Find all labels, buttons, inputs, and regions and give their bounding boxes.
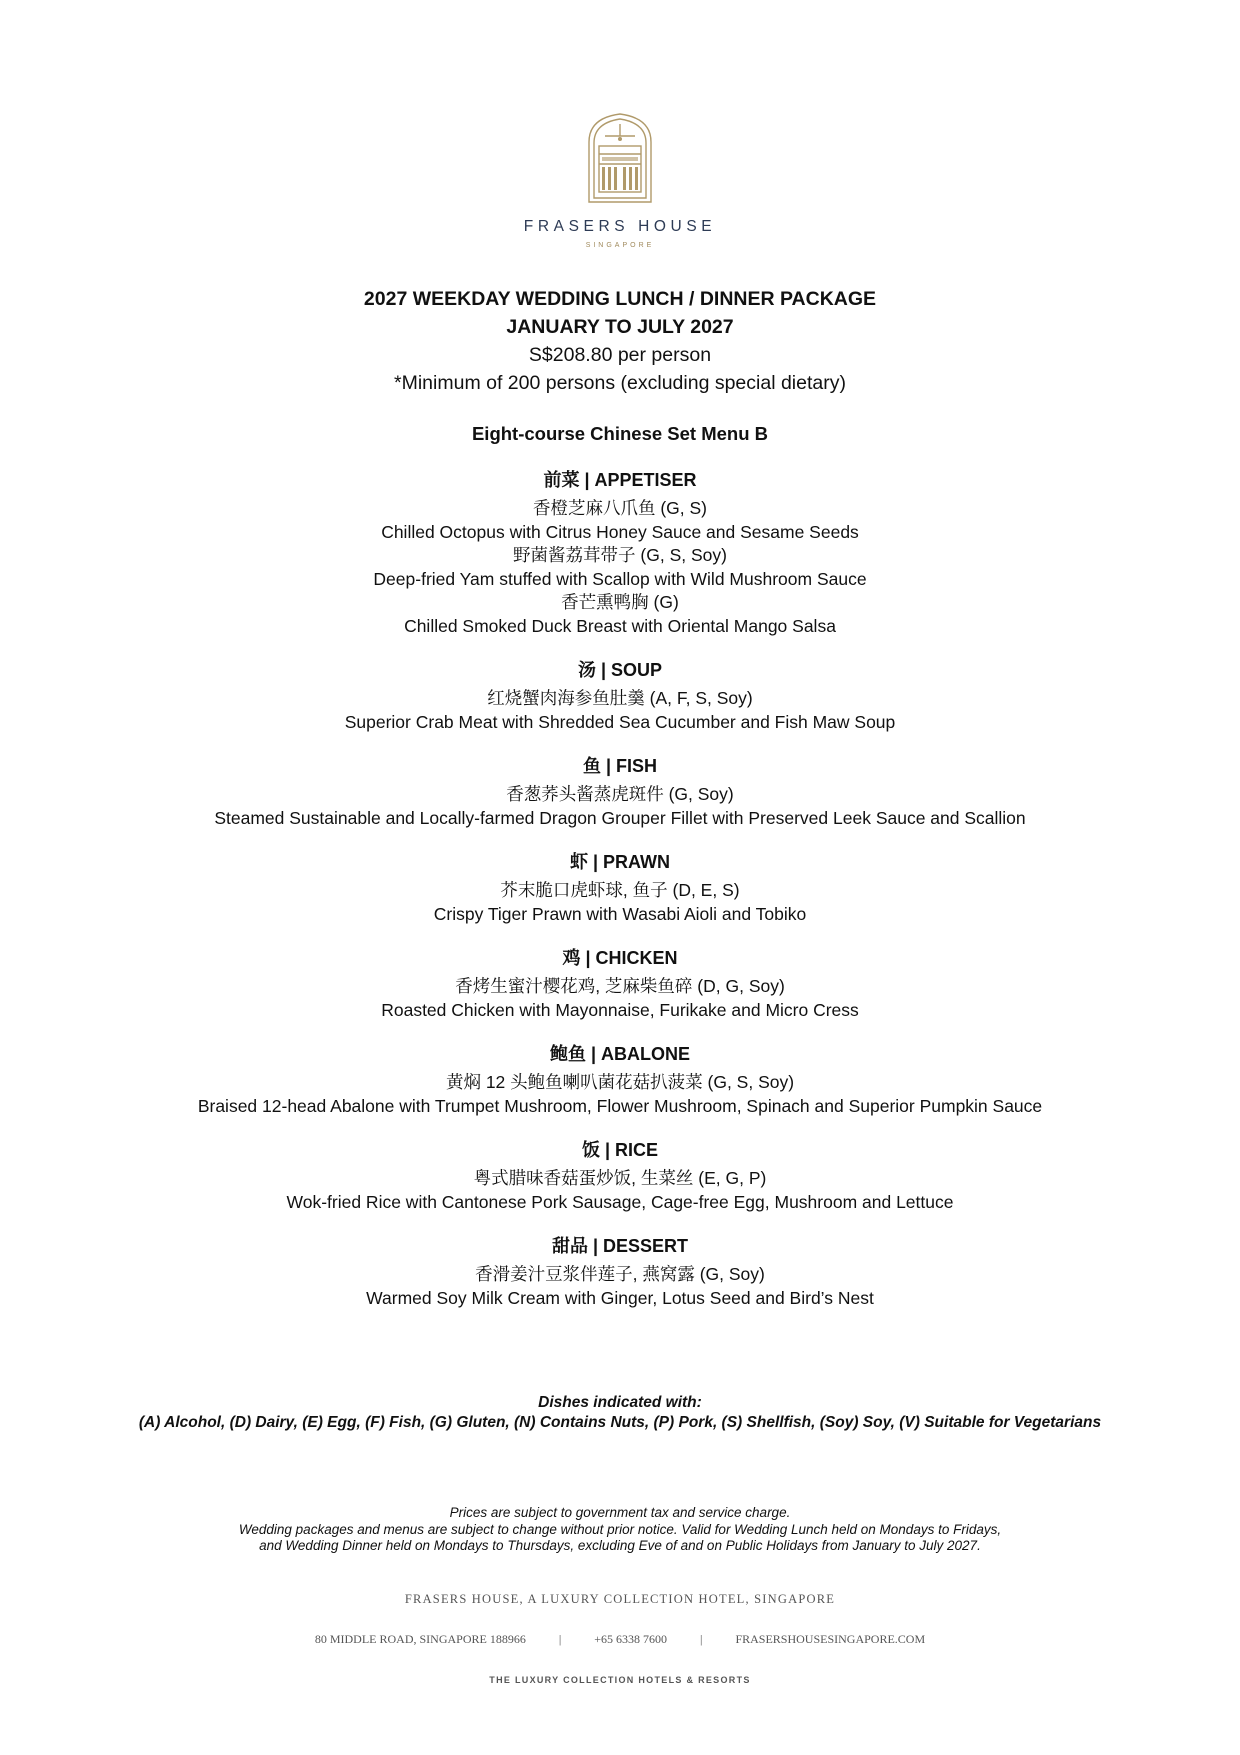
course-title: 虾 | PRAWN bbox=[569, 852, 671, 872]
course-title: 甜品 | DESSERT bbox=[551, 1236, 689, 1256]
brand-logo bbox=[0, 112, 1240, 249]
dish-english-name: Roasted Chicken with Mayonnaise, Furikake and Micro Cress bbox=[381, 999, 859, 1020]
legend-codes: (A) Alcohol, (D) Dairy, (E) Egg, (F) Fish, (G) Gluten, (N) Contains Nuts, (P) Pork, (S) Shellfish, (Soy) Soy, (V) Suitable for Vegetarians bbox=[138, 1414, 1102, 1431]
dish-english-name: Steamed Sustainable and Locally-farmed Dragon Grouper Fillet with Preserved Leek Sauce and Scallion bbox=[214, 807, 1026, 828]
footer-separator: | bbox=[700, 1632, 703, 1646]
footer-separator: | bbox=[558, 1632, 562, 1646]
footer-address: 80 MIDDLE ROAD, SINGAPORE 188966 bbox=[314, 1632, 526, 1646]
course-title: 鲍鱼 | ABALONE bbox=[549, 1044, 691, 1064]
note-tax: Prices are subject to government tax and service charge. bbox=[449, 1505, 791, 1520]
package-header bbox=[0, 285, 1240, 447]
course-soup bbox=[0, 658, 1240, 734]
course-title: 汤 | SOUP bbox=[577, 660, 663, 680]
dish-chinese-name: 粤式腊味香菇蛋炒饭, 生菜丝 (E, G, P) bbox=[473, 1168, 767, 1188]
footer-website-link[interactable]: FRASERSHOUSESINGAPORE.COM bbox=[735, 1632, 926, 1646]
dish-chinese-name: 红烧蟹肉海参鱼肚羹 (A, F, S, Soy) bbox=[487, 688, 753, 708]
note-validity-1: Wedding packages and menus are subject to change without prior notice. Valid for Wedding Lunch held on Mondays to Fridays, bbox=[238, 1521, 1002, 1537]
dish-english-name: Braised 12-head Abalone with Trumpet Mushroom, Flower Mushroom, Spinach and Superior Pumpkin Sauce bbox=[197, 1095, 1043, 1116]
terms-notes bbox=[0, 1505, 1240, 1555]
menu-name: Eight-course Chinese Set Menu B bbox=[471, 423, 769, 444]
dish-english-name: Superior Crab Meat with Shredded Sea Cucumber and Fish Maw Soup bbox=[344, 711, 896, 732]
footer-collection-name: THE LUXURY COLLECTION HOTELS & RESORTS bbox=[489, 1675, 751, 1685]
dish-english-name: Wok-fried Rice with Cantonese Pork Sausage, Cage-free Egg, Mushroom and Lettuce bbox=[286, 1191, 954, 1212]
package-period: JANUARY TO JULY 2027 bbox=[506, 316, 734, 338]
dish-chinese-name: 香橙芝麻八爪鱼 (G, S) bbox=[532, 498, 708, 518]
allergen-legend bbox=[0, 1393, 1240, 1433]
brand-subtitle: SINGAPORE bbox=[585, 242, 655, 249]
course-title: 饭 | RICE bbox=[581, 1140, 659, 1160]
dish-english-name: Warmed Soy Milk Cream with Ginger, Lotus Seed and Bird’s Nest bbox=[366, 1287, 874, 1308]
course-title: 鸡 | CHICKEN bbox=[562, 948, 678, 968]
footer-hotel-name: FRASERS HOUSE, A LUXURY COLLECTION HOTEL, SINGAPORE bbox=[404, 1592, 836, 1606]
course-abalone bbox=[0, 1042, 1240, 1118]
dish-chinese-name: 香滑姜汁豆浆伴莲子, 燕窝露 (G, Soy) bbox=[475, 1264, 765, 1284]
course-list bbox=[0, 468, 1240, 1330]
course-rice bbox=[0, 1138, 1240, 1214]
course-fish bbox=[0, 754, 1240, 830]
package-price: S$208.80 per person bbox=[528, 344, 712, 366]
footer-contact bbox=[0, 1632, 1240, 1647]
dish-chinese-name: 黄焖 12 头鲍鱼喇叭菌花菇扒菠菜 (G, S, Soy) bbox=[445, 1072, 795, 1092]
dish-chinese-name: 香芒熏鸭胸 (G) bbox=[561, 592, 679, 612]
dish-english-name: Deep-fried Yam stuffed with Scallop with Wild Mushroom Sauce bbox=[373, 568, 867, 589]
note-validity-2: and Wedding Dinner held on Mondays to Thursdays, excluding Eve of and on Public Holidays from January to July 2027. bbox=[259, 1538, 981, 1553]
course-appetiser bbox=[0, 468, 1240, 638]
course-dessert bbox=[0, 1234, 1240, 1310]
course-prawn bbox=[0, 850, 1240, 926]
course-title: 前菜 | APPETISER bbox=[543, 470, 697, 490]
dish-english-name: Chilled Smoked Duck Breast with Oriental Mango Salsa bbox=[404, 615, 836, 636]
footer-phone[interactable]: +65 6338 7600 bbox=[594, 1632, 668, 1646]
dish-chinese-name: 芥末脆口虎虾球, 鱼子 (D, E, S) bbox=[500, 880, 740, 900]
package-minimum: *Minimum of 200 persons (excluding special dietary) bbox=[394, 372, 846, 394]
course-chicken bbox=[0, 946, 1240, 1022]
course-title: 鱼 | FISH bbox=[582, 756, 658, 776]
building-window-icon bbox=[585, 112, 655, 204]
dish-english-name: Chilled Octopus with Citrus Honey Sauce and Sesame Seeds bbox=[381, 521, 859, 542]
dish-chinese-name: 香葱荞头酱蒸虎斑件 (G, Soy) bbox=[506, 784, 734, 804]
dish-chinese-name: 香烤生蜜汁樱花鸡, 芝麻柴鱼碎 (D, G, Soy) bbox=[455, 976, 785, 996]
dish-chinese-name: 野菌酱荔茸带子 (G, S, Soy) bbox=[513, 545, 727, 565]
package-title: 2027 WEEKDAY WEDDING LUNCH / DINNER PACKAGE bbox=[363, 288, 877, 310]
dish-english-name: Crispy Tiger Prawn with Wasabi Aioli and Tobiko bbox=[433, 903, 807, 924]
legend-heading: Dishes indicated with: bbox=[538, 1394, 702, 1411]
brand-name: FRASERS HOUSE bbox=[523, 218, 717, 235]
